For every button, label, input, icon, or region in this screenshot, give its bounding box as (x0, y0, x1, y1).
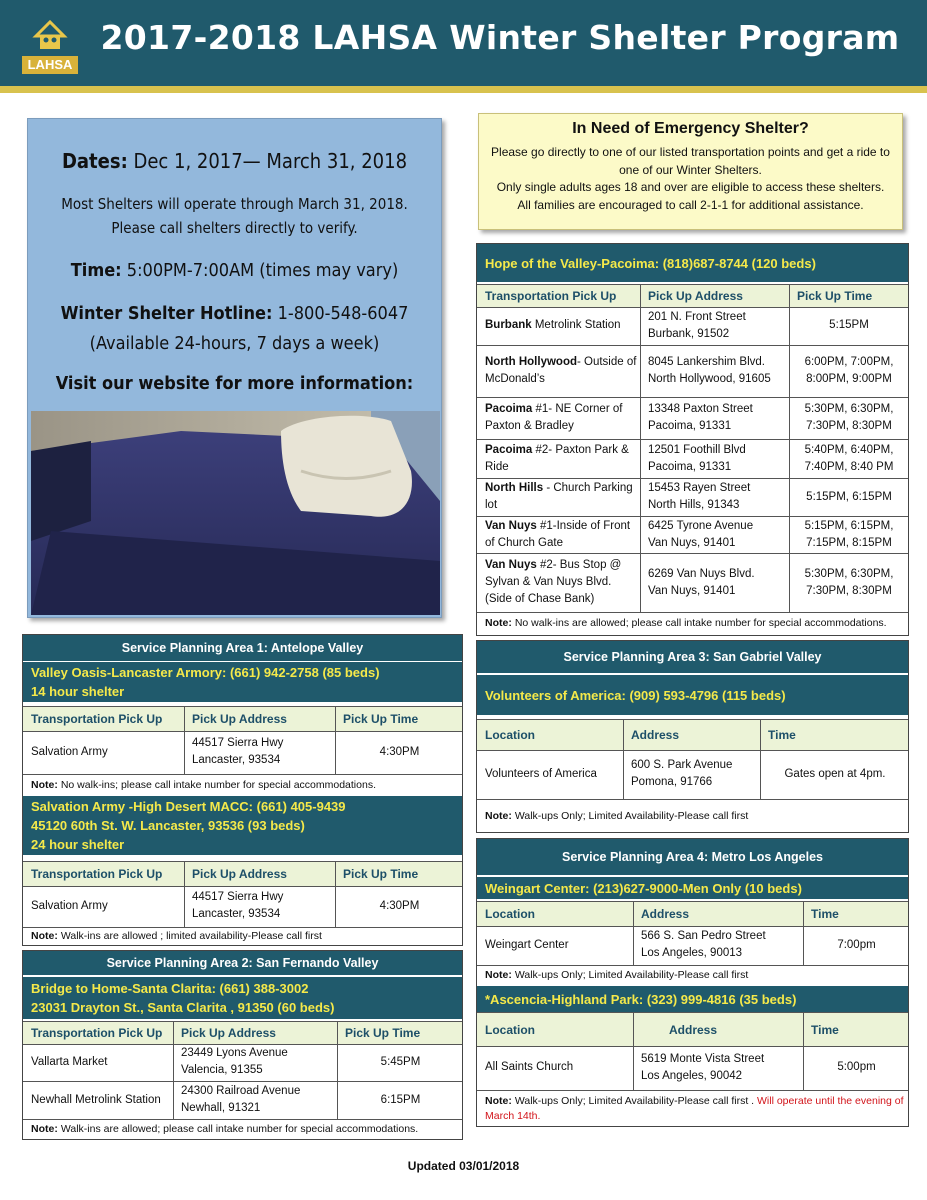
table-row (477, 478, 908, 517)
pickup-cell: Salvation Army (31, 899, 108, 912)
header-time: Time (768, 728, 796, 742)
dates-value: Dec 1, 2017— March 31, 2018 (127, 149, 408, 173)
table-row (23, 1081, 462, 1120)
header-pickup: Transportation Pick Up (31, 867, 163, 881)
spa3-table-header (477, 719, 908, 751)
table-row (23, 1043, 462, 1082)
spa3-shelter-title: Volunteers of America: (909) 593-4796 (115 beds) (485, 687, 786, 703)
spa2-shelter-line2: 23031 Drayton St., Santa Clarita , 91350 (60 beds) (31, 1000, 335, 1015)
table-row (477, 749, 908, 800)
header-location: Location (485, 907, 535, 921)
spa2-shelter-band (23, 977, 462, 1019)
table-row (477, 345, 908, 398)
address-cell: 600 S. Park Avenue Pomona, 91766 (631, 759, 733, 788)
spa2-shelter-title: Bridge to Home-Santa Clarita: (661) 388-3002 (31, 981, 309, 996)
location-cell: Volunteers of America (485, 767, 597, 780)
hotline-label: Winter Shelter Hotline: (60, 303, 273, 324)
time-cell: 5:15PM, 6:15PM, 7:15PM, 8:15PM (804, 519, 894, 549)
header-time: Pick Up Time (343, 712, 419, 726)
spa2-title-bold: 2: San Fernando Valley (241, 956, 379, 970)
spa1-shelter2-title: Salvation Army -High Desert MACC: (661) 405-9439 (31, 799, 346, 814)
header-address: Pick Up Address (192, 712, 287, 726)
header-address: Pick Up Address (181, 1026, 276, 1040)
header-time: Pick Up Time (345, 1026, 421, 1040)
table-row (477, 306, 908, 346)
emergency-line4: All families are encouraged to call 2-1-1 for additional assistance. (517, 197, 864, 212)
time-line (28, 260, 441, 281)
time-value: 5:00PM-7:00AM (times may vary) (121, 260, 399, 281)
spa1-band: Service Planning Area 1: Antelope Valley (23, 635, 462, 661)
time-cell: 5:40PM, 6:40PM, 7:40PM, 8:40 PM (804, 443, 894, 473)
hotline-text (28, 299, 441, 359)
address-cell: 15453 Rayen Street North Hills, 91343 (648, 482, 751, 511)
spa1-shelter1-sub: 14 hour shelter (31, 684, 125, 699)
spa2-table-header (23, 1021, 462, 1045)
header-location: Location (485, 728, 535, 742)
header-address: Pick Up Address (648, 289, 743, 303)
time-cell: 5:30PM, 6:30PM, 7:30PM, 8:30PM (804, 403, 894, 432)
spa2-note: Note: Walk-ins are allowed; please call intake number for special accommodations. (31, 1123, 419, 1135)
note-warning: Will operate until the evening of March 14th. (485, 1095, 904, 1122)
spa4-note1: Note: Walk-ups Only; Limited Availability-Please call first (485, 969, 749, 981)
spa3-title-bold: 3: San Gabriel Valley (698, 650, 822, 664)
table-row (477, 925, 908, 966)
time-cell: Gates open at 4pm. (784, 767, 886, 780)
header-time: Pick Up Time (343, 867, 419, 881)
pickup-cell: Salvation Army (31, 745, 108, 758)
table-row (23, 730, 462, 775)
emergency-title: In Need of Emergency Shelter? (572, 120, 809, 137)
time-cell: 5:30PM, 6:30PM, 7:30PM, 8:30PM (804, 567, 894, 597)
spa3-band: Service Planning Area 3: San Gabriel Valley (477, 641, 908, 673)
pacoima-title: Hope of the Valley-Pacoima: (818)687-8744 (120 beds) (485, 255, 816, 271)
time-cell: 6:00PM, 7:00PM, 8:00PM, 9:00PM (804, 356, 894, 385)
pickup-cell: Pacoima #1- NE Corner of Paxton & Bradley (485, 403, 623, 432)
header-address: Address (631, 728, 680, 742)
spa4-shelter2-title: *Ascencia-Highland Park: (323) 999-4816 (35 beds) (485, 991, 797, 1007)
spa1-table2-header (23, 861, 462, 887)
spa4-note2: Note: Walk-ups Only; Limited Availability-Please call first . Will operate until the evening of March 14th. (485, 1095, 904, 1122)
pickup-cell: Pacoima #2- Paxton Park & Ride (485, 443, 629, 473)
spa1-table1-header (23, 706, 462, 732)
address-cell: 201 N. Front Street Burbank, 91502 (648, 310, 746, 340)
house-icon (32, 16, 68, 52)
spa4-table2-header (477, 1012, 908, 1047)
address-cell: 6269 Van Nuys Blvd. Van Nuys, 91401 (648, 567, 755, 597)
time-cell: 5:45PM (380, 1055, 421, 1068)
spa1-shelter1-title: Valley Oasis-Lancaster Armory: (661) 942-2758 (85 beds) (31, 665, 380, 680)
spa4-shelter2-band (477, 986, 908, 1012)
lahsa-logo (22, 14, 78, 74)
pickup-cell: Vallarta Market (31, 1055, 108, 1068)
emergency-panel (478, 113, 903, 230)
emergency-line3: Only single adults ages 18 and over are eligible to access these shelters. (496, 180, 885, 194)
spa4-band: Service Planning Area 4: Metro Los Angeles (477, 839, 908, 875)
address-cell: 12501 Foothill Blvd Pacoima, 91331 (648, 443, 746, 473)
address-cell: 44517 Sierra Hwy Lancaster, 93534 (192, 737, 284, 766)
time-cell: 5:15PM, 6:15PM (806, 490, 892, 503)
header-time: Time (811, 907, 839, 921)
header-stripe (0, 86, 927, 93)
spa2-band: Service Planning Area 2: San Fernando Valley (23, 951, 462, 975)
table-row (477, 1045, 908, 1091)
spa1-section (22, 634, 463, 946)
address-cell: 6425 Tyrone Avenue Van Nuys, 91401 (648, 519, 754, 549)
dates-panel (27, 118, 442, 618)
pacoima-band (477, 244, 908, 282)
table-row (23, 885, 462, 928)
spa1-note1: Note: No walk-ins; please call intake number for special accommodations. (31, 779, 376, 791)
header-time: Pick Up Time (797, 289, 873, 303)
header-pickup: Transportation Pick Up (31, 712, 163, 726)
emergency-line1: Please go directly to one of our listed transportation points and get a ride to (491, 145, 890, 159)
hotline-hours: (Available 24-hours, 7 days a week) (89, 333, 380, 354)
address-cell: 44517 Sierra Hwy Lancaster, 93534 (192, 891, 284, 920)
time-label: Time: (70, 260, 122, 281)
website-text: Visit our website for more information: (55, 373, 414, 394)
address-cell: 24300 Railroad Avenue Newhall, 91321 (181, 1085, 301, 1114)
header-pickup: Transportation Pick Up (31, 1026, 163, 1040)
logo-text: LAHSA (22, 56, 78, 74)
hotline-value: 1-800-548-6047 (272, 303, 409, 324)
spa2-section (22, 950, 463, 1140)
spa1-shelter2-band (23, 796, 462, 855)
address-cell: 8045 Lankershim Blvd. North Hollywood, 91605 (648, 356, 771, 385)
page-title: 2017-2018 LAHSA Winter Shelter Program (100, 18, 900, 57)
spa4-shelter1-title: Weingart Center: (213)627-9000-Men Only (10 beds) (485, 880, 802, 896)
spa1-shelter2-sub: 24 hour shelter (31, 837, 125, 852)
header-location: Location (485, 1022, 535, 1037)
spa1-shelter1-band (23, 662, 462, 702)
spa3-section (476, 640, 909, 833)
table-row (477, 439, 908, 479)
spa4-section (476, 838, 909, 1127)
emergency-line2: one of our Winter Shelters. (619, 162, 762, 177)
operate-line2: Please call shelters directly to verify. (111, 219, 358, 237)
pickup-cell: Van Nuys #2- Bus Stop @ Sylvan & Van Nuys Blvd. (Side of Chase Bank) (485, 559, 622, 605)
pickup-cell: Van Nuys #1-Inside of Front of Church Gate (485, 519, 631, 549)
pacoima-section (476, 243, 909, 636)
time-cell: 4:30PM (379, 745, 420, 758)
time-cell: 7:00pm (837, 938, 876, 951)
time-cell: 4:30PM (379, 899, 420, 912)
time-cell: 6:15PM (380, 1093, 421, 1106)
dates-line (28, 149, 441, 173)
table-row (477, 516, 908, 554)
location-cell: All Saints Church (485, 1061, 574, 1073)
pickup-cell: Newhall Metrolink Station (31, 1093, 161, 1106)
header-address: Address (669, 1022, 718, 1037)
time-cell: 5:00pm (837, 1061, 876, 1073)
emergency-body (479, 144, 902, 214)
header-address: Address (641, 907, 690, 921)
address-cell: 13348 Paxton Street Pacoima, 91331 (648, 403, 753, 432)
table-row (477, 553, 908, 613)
shelter-bed-photo (31, 411, 440, 615)
address-cell: 566 S. San Pedro Street Los Angeles, 90013 (641, 930, 766, 959)
spa3-note: Note: Walk-ups Only; Limited Availability-Please call first (485, 810, 749, 822)
header-address: Pick Up Address (192, 867, 287, 881)
time-cell: 5:15PM (829, 319, 869, 331)
pickup-cell: North Hills - Church Parking lot (485, 482, 633, 511)
spa4-table1-header (477, 901, 908, 927)
spa4-title-bold: 4: Metro Los Angeles (697, 850, 823, 864)
pacoima-note: Note: No walk-ins are allowed; please call intake number for special accommodations. (485, 617, 887, 629)
table-row (477, 397, 908, 440)
updated-date: Updated 03/01/2018 (407, 1159, 520, 1173)
address-cell: 23449 Lyons Avenue Valencia, 91355 (181, 1047, 288, 1076)
spa1-note2: Note: Walk-ins are allowed ; limited availability-Please call first (31, 930, 322, 942)
pickup-cell: Burbank Metrolink Station (485, 319, 621, 331)
spa3-shelter-band (477, 675, 908, 715)
pickup-cell: North Hollywood- Outside of McDonald’s (485, 356, 637, 385)
address-cell: 5619 Monte Vista Street Los Angeles, 90042 (641, 1052, 765, 1082)
header-time: Time (811, 1022, 839, 1037)
operate-line1: Most Shelters will operate through March 31, 2018. (61, 195, 408, 213)
pacoima-table-header (477, 284, 908, 308)
spa1-shelter2-line2: 45120 60th St. W. Lancaster, 93536 (93 beds) (31, 818, 305, 833)
operate-text (28, 192, 441, 240)
header-pickup: Transportation Pick Up (485, 289, 617, 303)
location-cell: Weingart Center (485, 938, 569, 951)
spa4-shelter1-band (477, 877, 908, 899)
dates-label: Dates: (61, 149, 128, 173)
